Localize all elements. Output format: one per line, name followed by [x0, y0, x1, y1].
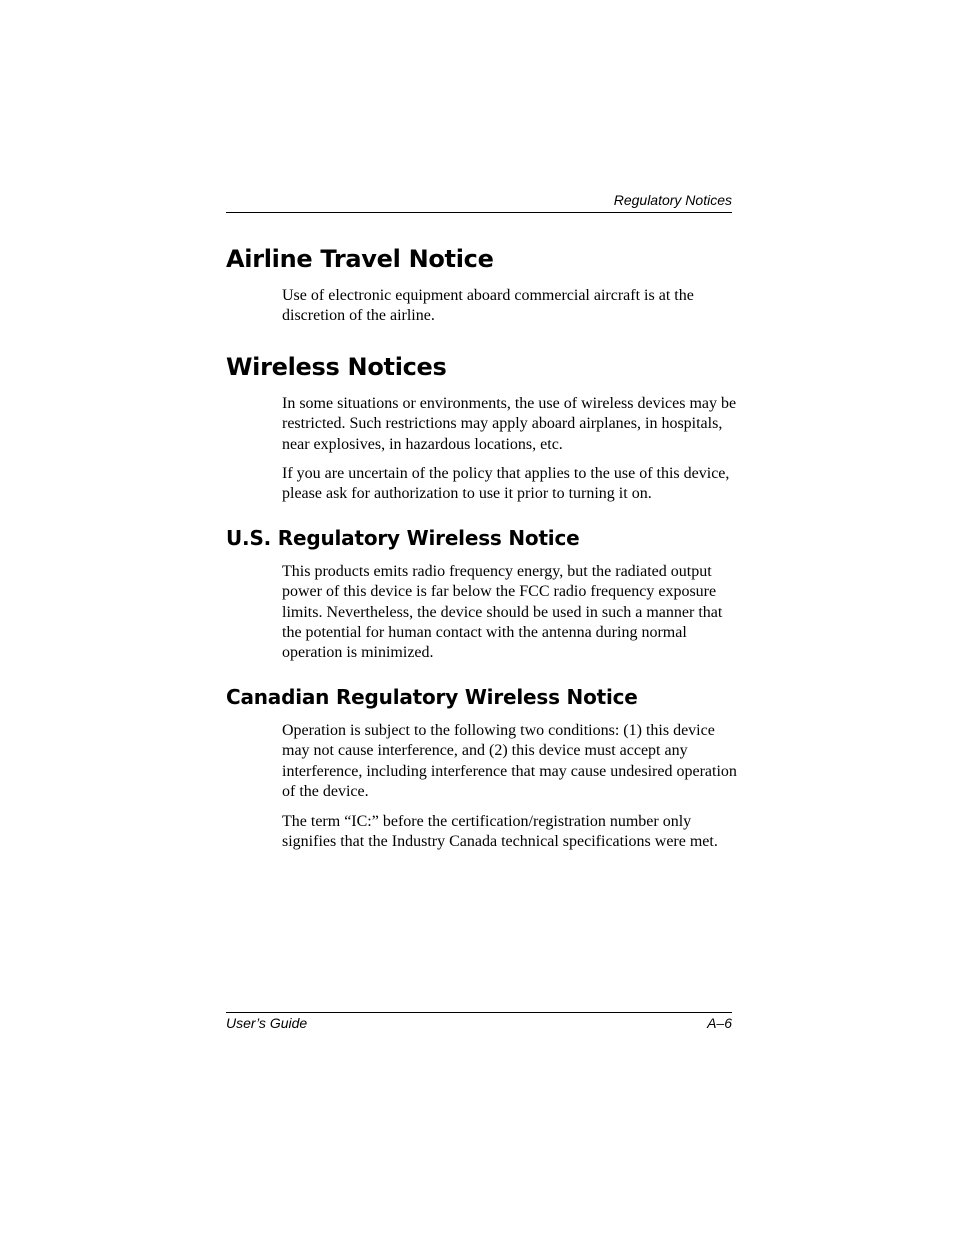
footer-guide-title: User’s Guide	[226, 1015, 308, 1031]
wireless-notices-heading: Wireless Notices	[226, 353, 447, 381]
page-number: A–6	[707, 1015, 732, 1031]
header-rule	[226, 212, 732, 213]
airline-paragraph: Use of electronic equipment aboard commercial aircraft is at the discretion of the airline.	[282, 287, 694, 325]
canadian-regulatory-heading: Canadian Regulatory Wireless Notice	[226, 685, 638, 709]
airline-travel-notice-heading: Airline Travel Notice	[226, 245, 494, 273]
wireless-paragraph-2: If you are uncertain of the policy that applies to the use of this device, please ask for authorization to use it prior to turning it on.	[282, 465, 730, 503]
us-regulatory-heading: U.S. Regulatory Wireless Notice	[226, 526, 580, 550]
footer-rule	[226, 1012, 732, 1013]
canadian-paragraph-1: Operation is subject to the following two conditions: (1) this device may not cause interference, and (2) this device must accept any interference, including interference that may cause undesired operation of the device.	[282, 722, 737, 800]
us-regulatory-paragraph: This products emits radio frequency energy, but the radiated output power of this device is far below the FCC radio frequency exposure limits. Nevertheless, the device should be used in such a manner that the potential for human contact with the antenna during normal operation is minimized.	[282, 563, 723, 662]
wireless-paragraph-1: In some situations or environments, the use of wireless devices may be restricted. Such restrictions may apply aboard airplanes, in hospitals, near explosives, in hazardous locations, etc.	[282, 395, 737, 453]
canadian-paragraph-2: The term “IC:” before the certification/registration number only signifies that the Industry Canada technical specifications were met.	[282, 813, 718, 851]
running-header: Regulatory Notices	[613, 192, 732, 208]
